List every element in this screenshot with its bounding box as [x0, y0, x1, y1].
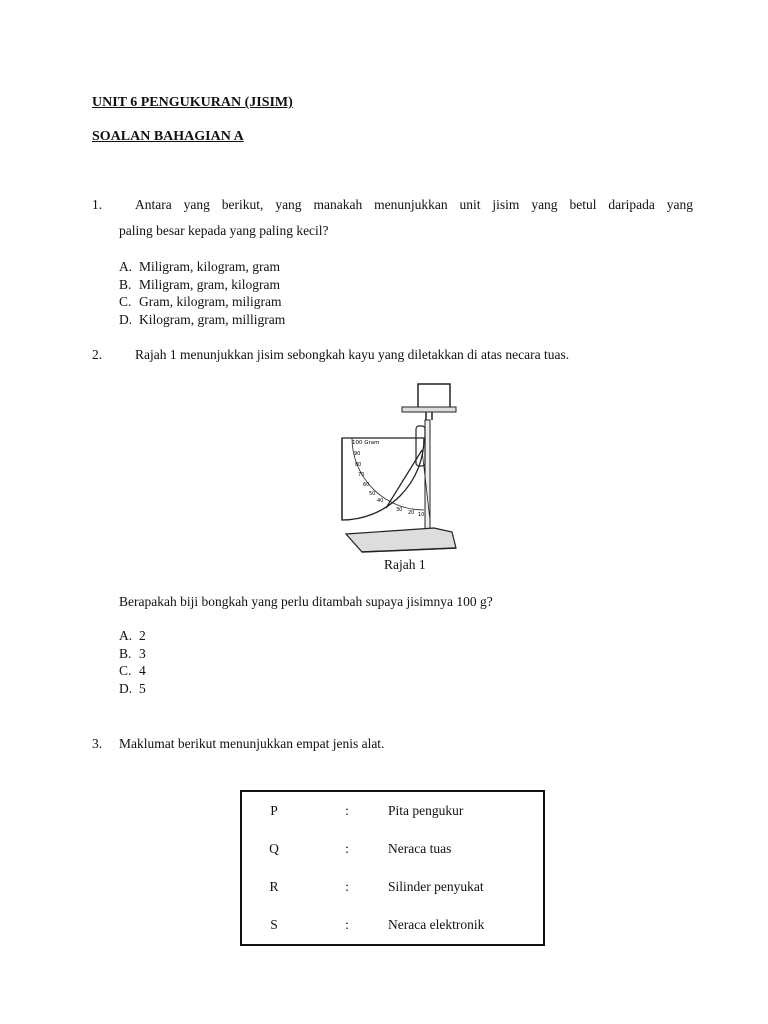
q1-option-c [119, 293, 285, 311]
lever-balance-illustration [322, 380, 512, 560]
option-text: Kilogram, gram, milligram [139, 311, 286, 327]
option-letter: C. [119, 294, 132, 309]
scale-tick-70: 70 [358, 472, 365, 478]
table-row [241, 791, 544, 830]
q2-number: 2. [92, 347, 103, 362]
q3-number: 3. [92, 736, 103, 751]
tool-name: Silinder penyukat [388, 879, 484, 894]
scale-tick-40: 40 [377, 498, 384, 504]
option-text: Gram, kilogram, miligram [139, 294, 282, 309]
q3-text: Maklumat berikut menunjukkan empat jenis alat. [119, 736, 385, 751]
q2-option-b [119, 645, 146, 663]
q1-option-a [119, 258, 285, 276]
option-letter: D. [119, 680, 133, 696]
option-text: Miligram, kilogram, gram [139, 259, 280, 274]
tool-key: P [270, 803, 278, 818]
tool-key: S [270, 917, 278, 932]
option-text: Miligram, gram, kilogram [139, 276, 280, 292]
option-letter: C. [119, 663, 132, 678]
section-heading: SOALAN BAHAGIAN A [92, 129, 244, 144]
option-letter: B. [119, 276, 132, 292]
tool-name: Neraca tuas [388, 841, 452, 856]
q2-option-a [119, 627, 146, 645]
scale-tick-80: 80 [355, 462, 362, 468]
tool-separator: : [345, 917, 349, 932]
option-letter: A. [119, 628, 133, 643]
tool-separator: : [345, 879, 349, 894]
tool-key: R [269, 879, 279, 894]
scale-tick-90: 90 [354, 451, 361, 457]
option-text: 2 [139, 628, 146, 643]
option-letter: B. [119, 645, 132, 661]
tool-name: Neraca elektronik [388, 917, 485, 932]
q2-option-d [119, 680, 146, 698]
tools-table [240, 790, 545, 946]
q2-text: Rajah 1 menunjukkan jisim sebongkah kayu yang diletakkan di atas necara tuas. [135, 347, 570, 362]
tool-separator: : [345, 803, 349, 818]
q1-option-b [119, 276, 285, 294]
option-letter: D. [119, 311, 133, 327]
scale-tick-50: 50 [369, 491, 376, 497]
q1-number: 1. [92, 197, 103, 212]
option-text: 4 [139, 663, 146, 678]
table-row [241, 906, 544, 945]
figure-caption: Rajah 1 [384, 557, 426, 572]
q1-options [119, 258, 285, 328]
tool-name: Pita pengukur [388, 803, 464, 818]
tool-separator: : [345, 841, 349, 856]
option-letter: A. [119, 259, 133, 274]
lever-balance-figure [322, 380, 512, 560]
table-row [241, 868, 544, 906]
option-text: 5 [139, 680, 146, 696]
q1-text-line1: Antara yang berikut, yang manakah menunjukkan unit jisim yang betul daripada yang [135, 197, 693, 212]
q2-option-c [119, 662, 146, 680]
scale-tick-10: 10 [418, 512, 425, 518]
page-title: UNIT 6 PENGUKURAN (JISIM) [92, 95, 293, 110]
q2-options [119, 627, 146, 697]
scale-tick-60: 60 [363, 482, 370, 488]
tool-key: Q [269, 841, 279, 856]
scale-tick-20: 20 [408, 510, 415, 516]
q1-option-d [119, 311, 285, 329]
scale-unit-label: 100 Gram [352, 440, 380, 446]
q1-text-line2: paling besar kepada yang paling kecil? [119, 223, 329, 238]
q2-question: Berapakah biji bongkah yang perlu ditambah supaya jisimnya 100 g? [119, 594, 493, 609]
table-row [241, 830, 544, 868]
scale-tick-30: 30 [396, 507, 403, 513]
option-text: 3 [139, 645, 146, 661]
